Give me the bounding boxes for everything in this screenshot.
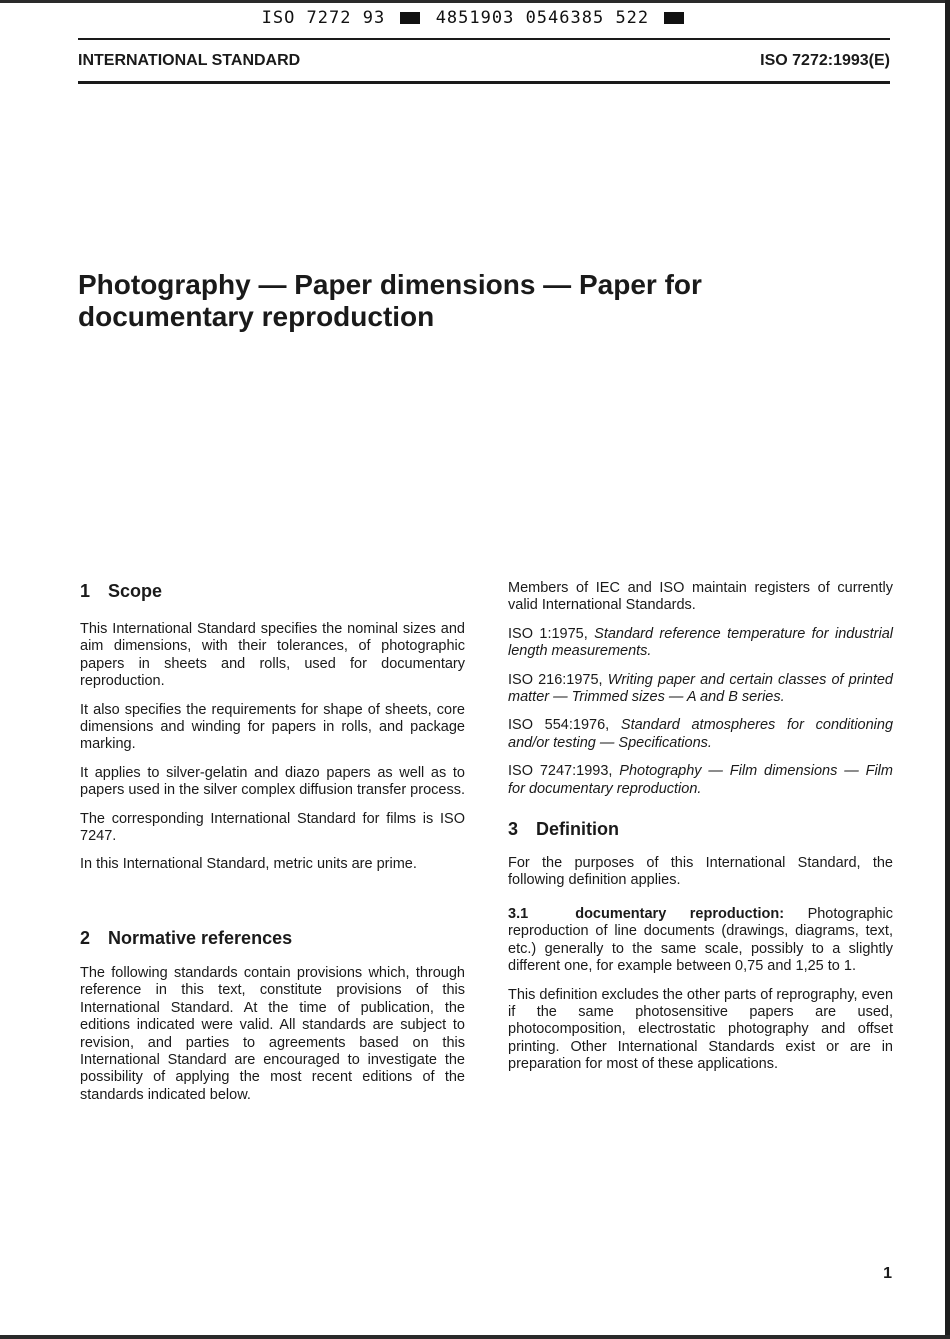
normative-paragraph-1: The following standards contain provisions which, through reference in this text, constitute provisions of this International Standard. At the time of publication, the editions indicated were valid. All standards are subject to revision, and parties to agreements based on this International Standard are encouraged to investigate the possibility of applying the most recent editions of the standards indicated below. [80, 964, 465, 1103]
section-heading-normative-references [80, 927, 465, 949]
header-rule-bottom [78, 81, 890, 84]
control-block-mark [400, 12, 420, 24]
reference-code: ISO 554:1976, [508, 717, 610, 734]
scope-paragraph-4: The corresponding International Standard for films is ISO 7247. [80, 810, 465, 845]
scope-paragraph-1: This International Standard specifies the nominal sizes and aim dimensions, with their tolerances, of photographic papers in sheets and rolls, used for documentary reproduction. [80, 621, 465, 690]
title-line-2: documentary reproduction [78, 301, 435, 332]
scope-paragraph-2: It also specifies the requirements for shape of sheets, core dimensions and winding for papers in rolls, and package marking. [80, 701, 465, 753]
document-title [78, 269, 838, 333]
reference-title: Standard atmospheres for conditioning and/or testing — Specifications. [508, 717, 894, 751]
reference-code: ISO 7247:1993, [508, 763, 613, 780]
definition-paragraph-1: For the purposes of this International Standard, the following definition applies. [508, 855, 893, 889]
column-right [508, 580, 893, 1074]
section-number: 3 [508, 819, 519, 840]
reference-item [508, 626, 893, 661]
header-rule-top [78, 38, 890, 40]
title-line-1: Photography — Paper dimensions — Paper for [78, 269, 702, 300]
section-title: Definition [536, 819, 619, 840]
scan-border-top [0, 0, 950, 3]
header-standard-code: ISO 7272:1993(E) [760, 52, 890, 69]
reference-item [508, 672, 893, 707]
reference-title: Photography — Film dimensions — Film for documentary reproduction. [508, 763, 893, 797]
reference-item [508, 763, 893, 798]
scan-border-bottom [0, 1335, 950, 1339]
header-standard-type: INTERNATIONAL STANDARD [78, 52, 301, 69]
scope-paragraph-3: It applies to silver-gelatin and diazo papers as well as to papers used in the silver complex diffusion transfer process. [80, 764, 465, 799]
term-name: documentary reproduction: [575, 905, 785, 922]
column-left [80, 580, 465, 1104]
definition-term-entry [508, 906, 893, 976]
definition-paragraph-2: This definition excludes the other parts of reprography, even if the same photosensitive papers are used, photocomposition, electrostatic photography and offset printing. Other International Standards exist or are in preparation for most of these applications. [508, 986, 894, 1073]
section-number: 1 [80, 581, 91, 601]
term-number: 3.1 [508, 905, 529, 922]
section-title: Normative references [108, 927, 293, 948]
reference-code: ISO 216:1975, [508, 671, 603, 688]
reference-code: ISO 1:1975, [508, 625, 588, 642]
section-title: Scope [108, 581, 163, 601]
control-code-right: 4851903 0546385 522 [435, 8, 650, 28]
reference-title: Standard reference temperature for industrial length measurements. [508, 625, 893, 660]
normative-paragraph-2: Members of IEC and ISO maintain registers of currently valid International Standards. [508, 580, 893, 614]
section-number: 2 [80, 927, 91, 948]
control-block-mark [664, 12, 684, 24]
page-number: 1 [883, 1265, 892, 1282]
scan-border-right [945, 0, 950, 1339]
reference-title: Writing paper and certain classes of printed matter — Trimmed sizes — A and B series. [508, 671, 893, 706]
document-control-code [0, 8, 950, 28]
term-definition: Photographic reproduction of line documents (drawings, diagrams, text, etc.) generally to the same scale, possibly to a slightly different one, for example between 0,75 and 1,25 to 1. [508, 905, 894, 975]
section-heading-scope [80, 580, 465, 602]
section-heading-definition [508, 818, 893, 840]
control-code-left: ISO 7272 93 [261, 8, 386, 28]
scope-paragraph-5: In this International Standard, metric units are prime. [80, 856, 417, 873]
reference-item [508, 717, 893, 752]
